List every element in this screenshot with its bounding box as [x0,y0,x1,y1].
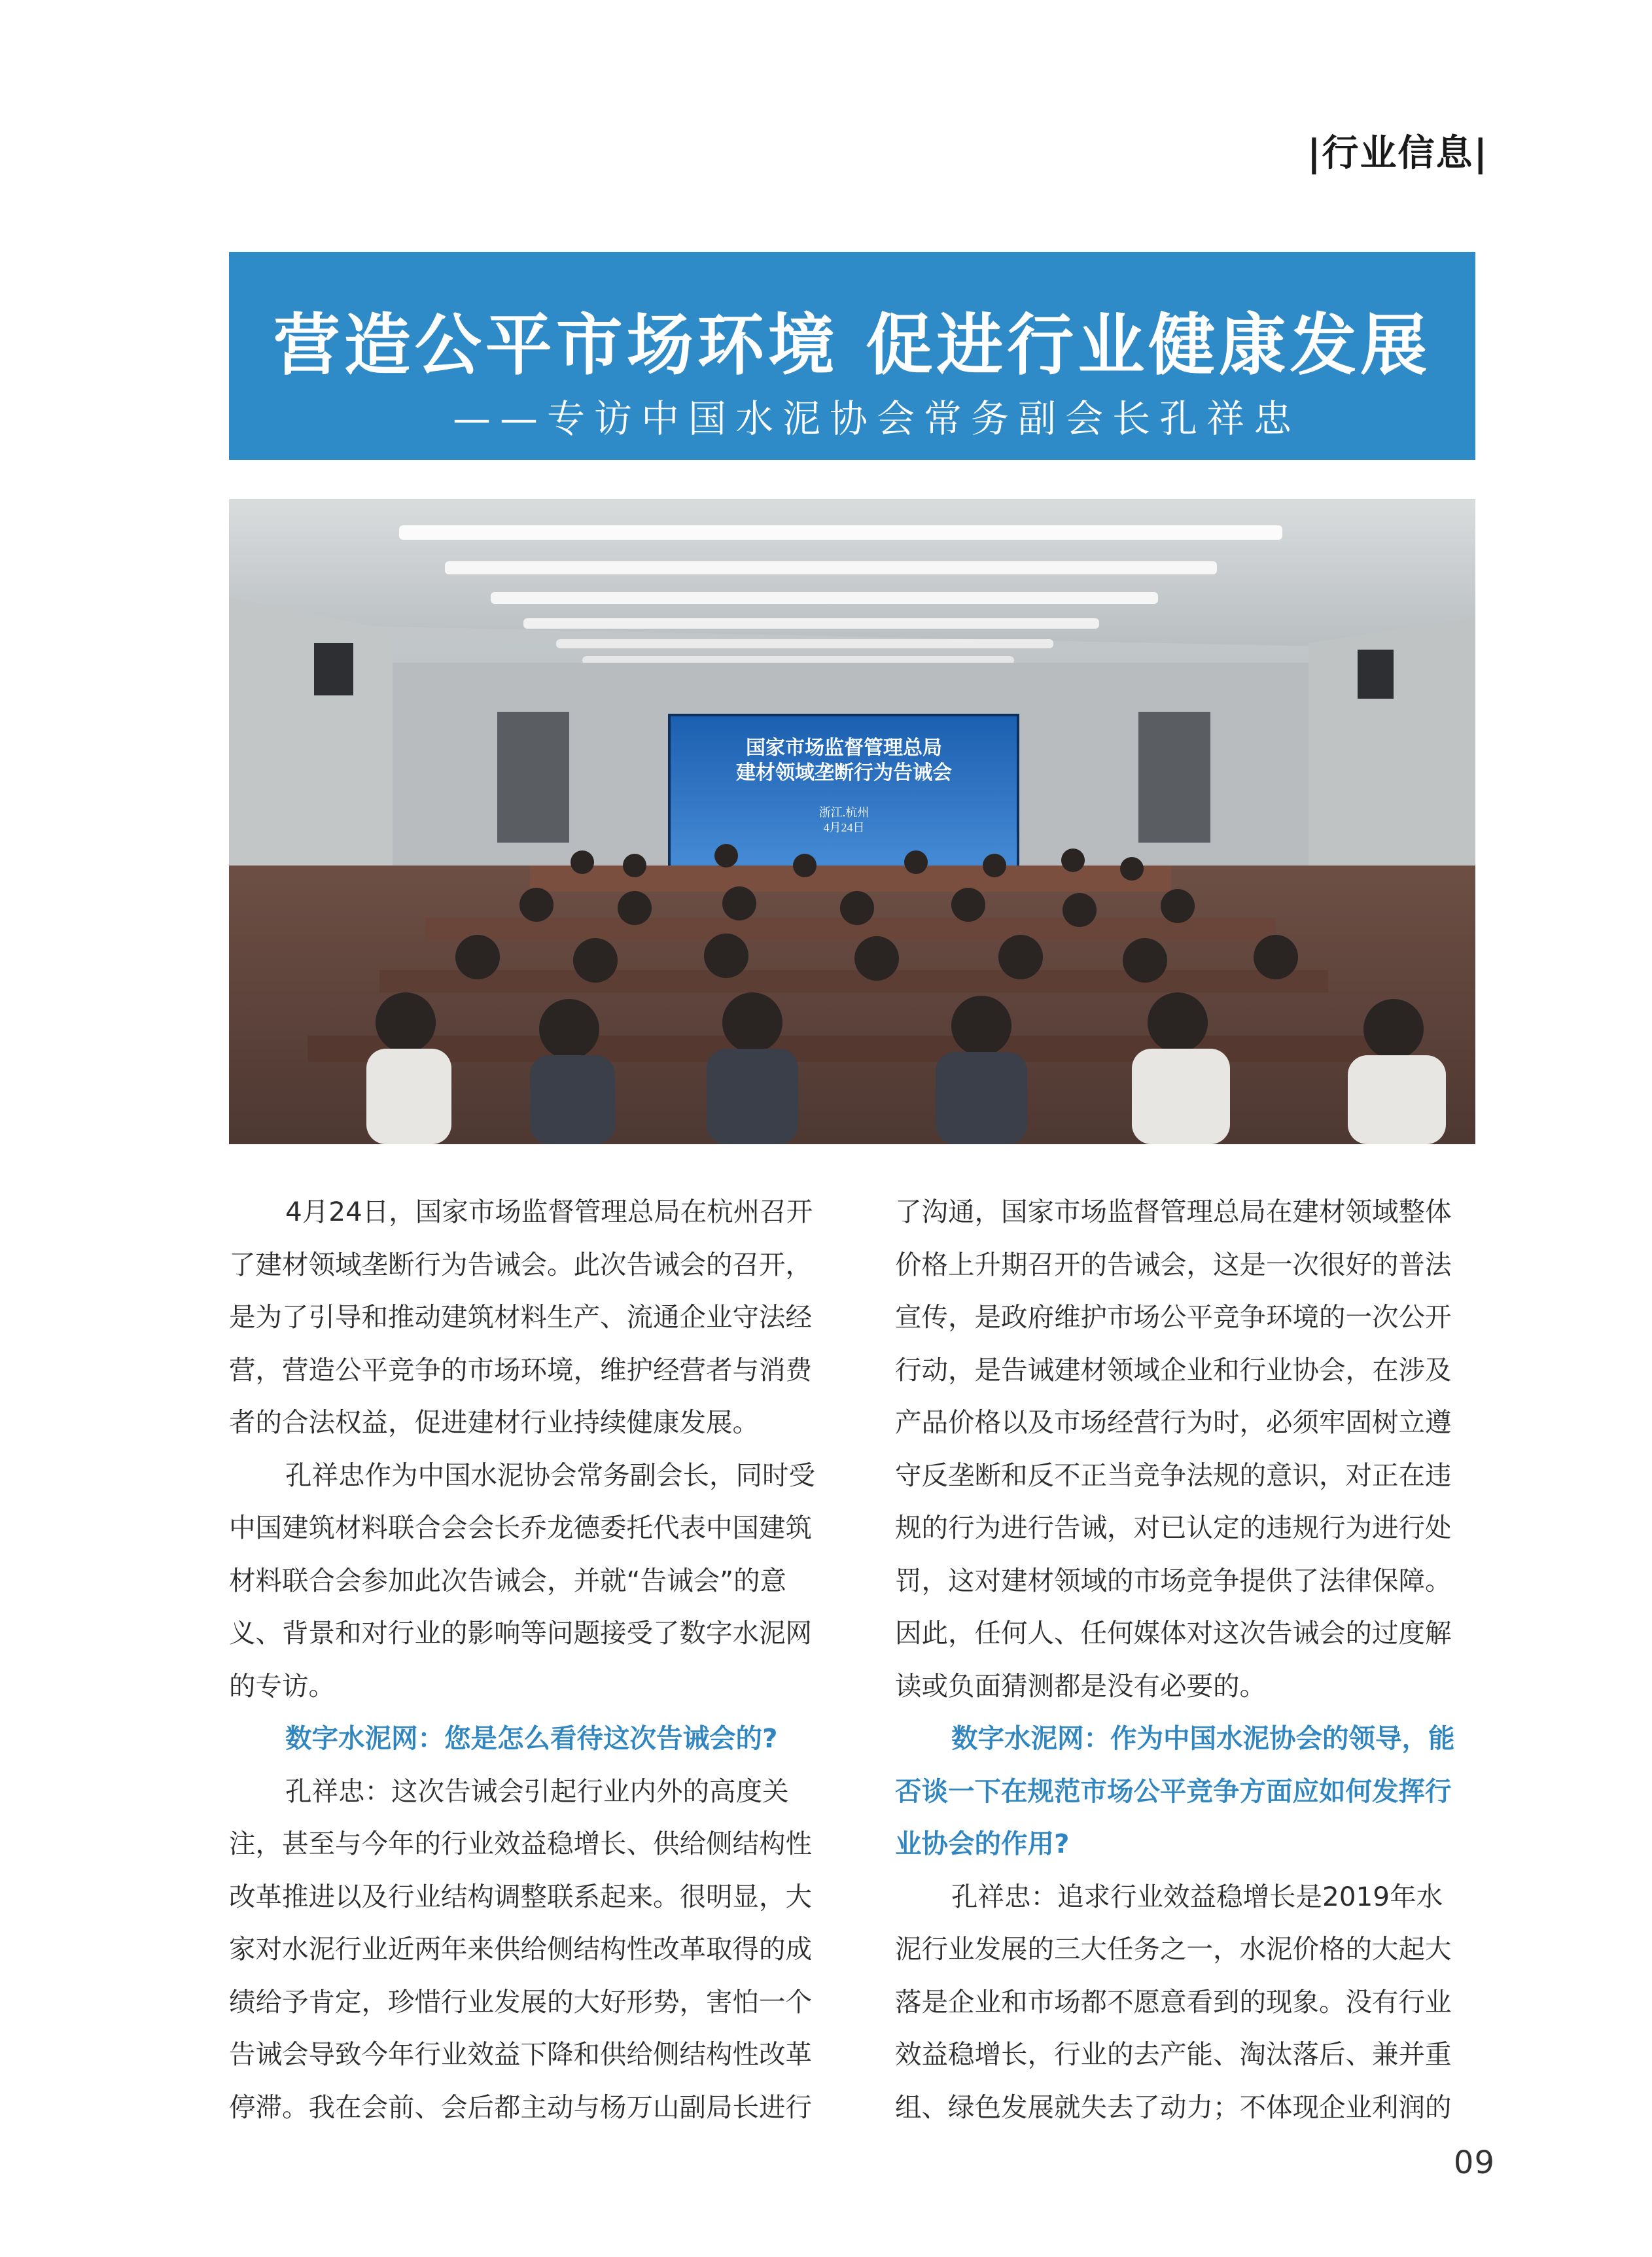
paragraph-line: 罚，这对建材领域的市场竞争提供了法律保障。 [895,1564,1452,1596]
paragraph-line: 落是企业和市场都不愿意看到的现象。没有行业 [895,1986,1452,2018]
paragraph-line: 了沟通，国家市场监督管理总局在建材领域整体 [895,1196,1452,1227]
paragraph-line: 组、绿色发展就失去了动力；不体现企业利润的 [895,2091,1452,2123]
conference-photo [229,499,1475,1144]
paragraph-line: 行动，是告诫建材领域企业和行业协会，在涉及 [895,1354,1452,1386]
paragraph-line: 价格上升期召开的告诫会，这是一次很好的普法 [895,1248,1452,1280]
paragraph-line: 4月24日，国家市场监督管理总局在杭州召开 [285,1196,813,1227]
interview-question: 数字水泥网：您是怎么看待这次告诫会的? [285,1723,778,1754]
paragraph-line: 的专访。 [229,1670,335,1702]
interview-question: 否谈一下在规范市场公平竞争方面应如何发挥行 [895,1775,1452,1807]
paragraph-line: 泥行业发展的三大任务之一，水泥价格的大起大 [895,1933,1452,1965]
paragraph-line: 读或负面猜测都是没有必要的。 [895,1670,1266,1702]
article-title: 营造公平市场环境 促进行业健康发展 [273,307,1432,385]
paragraph-line: 绩给予肯定，珍惜行业发展的大好形势，害怕一个 [229,1986,812,2018]
paragraph-line: 因此，任何人、任何媒体对这次告诫会的过度解 [895,1617,1452,1649]
paragraph-line: 家对水泥行业近两年来供给侧结构性改革取得的成 [229,1933,812,1965]
screen-text-2: 建材领域垄断行为告诫会 [736,762,952,784]
article-subtitle: ——专访中国水泥协会常务副会长孔祥忠 [452,396,1301,441]
paragraph-line: 了建材领域垄断行为告诫会。此次告诫会的召开， [229,1248,812,1280]
paragraph-line: 停滞。我在会前、会后都主动与杨万山副局长进行 [229,2091,812,2123]
interview-question: 数字水泥网：作为中国水泥协会的领导，能 [951,1723,1455,1754]
paragraph-line: 宣传，是政府维护市场公平竞争环境的一次公开 [895,1301,1452,1333]
paragraph-line: 中国建筑材料联合会会长乔龙德委托代表中国建筑 [229,1512,812,1543]
paragraph-line: 者的合法权益，促进建材行业持续健康发展。 [229,1407,759,1438]
screen-text-1: 国家市场监督管理总局 [746,737,942,759]
paragraph-line: 规的行为进行告诫，对已认定的违规行为进行处 [895,1512,1452,1543]
paragraph-line: 材料联合会参加此次告诫会，并就“告诫会”的意 [229,1564,786,1596]
paragraph-line: 是为了引导和推动建筑材料生产、流通企业守法经 [229,1301,812,1333]
conference-photo-illustration [229,499,1475,1144]
paragraph-line: 义、背景和对行业的影响等问题接受了数字水泥网 [229,1617,812,1649]
paragraph-line: 守反垄断和反不正当竞争法规的意识，对正在违 [895,1459,1452,1491]
paragraph-line: 效益稳增长，行业的去产能、淘汰落后、兼并重 [895,2038,1452,2070]
paragraph-line: 孔祥忠：这次告诫会引起行业内外的高度关 [285,1775,789,1807]
left-column [229,1185,844,2133]
title-banner [229,252,1475,460]
interview-question: 业协会的作用? [895,1828,1070,1859]
paragraph-line: 注，甚至与今年的行业效益稳增长、供给侧结构性 [229,1828,812,1859]
paragraph-line: 孔祥忠：追求行业效益稳增长是2019年水 [951,1880,1443,1912]
paragraph-line: 产品价格以及市场经营行为时，必须牢固树立遵 [895,1407,1452,1438]
paragraph-line: 营，营造公平竞争的市场环境，维护经营者与消费 [229,1354,812,1386]
section-tag: |行业信息| [1307,132,1488,175]
paragraph-line: 孔祥忠作为中国水泥协会常务副会长，同时受 [285,1459,815,1491]
screen-text-3: 浙江.杭州 [818,806,870,819]
right-column [895,1185,1510,2133]
paragraph-line: 告诫会导致今年行业效益下降和供给侧结构性改革 [229,2038,812,2070]
paragraph-line: 改革推进以及行业结构调整联系起来。很明显，大 [229,1880,812,1912]
page-number: 09 [1453,2144,1495,2181]
screen-text-4: 4月24日 [823,821,865,834]
